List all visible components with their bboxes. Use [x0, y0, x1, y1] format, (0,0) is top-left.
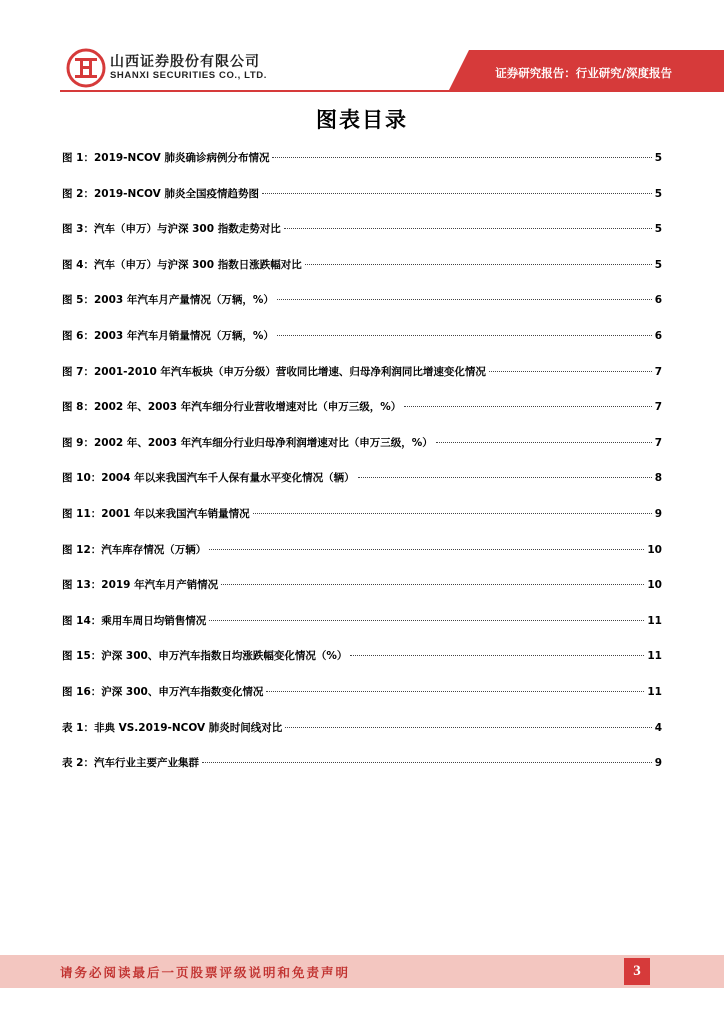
footer-disclaimer: 请务必阅读最后一页股票评级说明和免责声明 — [60, 965, 351, 980]
toc-entry-label: 图 11：2001 年以来我国汽车销量情况 — [62, 508, 250, 520]
toc-entry-page: 5 — [654, 258, 662, 271]
toc-leader-dots — [350, 655, 644, 656]
toc-leader-dots — [285, 727, 651, 728]
toc-entry[interactable] — [62, 506, 662, 522]
toc-entry-page: 5 — [654, 152, 662, 164]
toc-entry-label: 图 13：2019 年汽车月产销情况 — [62, 579, 219, 592]
toc-entry[interactable] — [62, 292, 662, 308]
toc-entry-label: 图 6：2003 年汽车月销量情况（万辆，%） — [62, 330, 274, 342]
company-name-en: SHANXI SECURITIES CO., LTD. — [110, 70, 267, 81]
toc-entry[interactable] — [62, 613, 662, 629]
toc-entry-page: 5 — [654, 187, 662, 200]
toc-entry-label: 图 8：2002 年、2003 年汽车细分行业营收增速对比（申万三级，%） — [62, 401, 402, 414]
toc-leader-dots — [284, 228, 652, 229]
toc-leader-dots — [272, 157, 651, 158]
toc-entry-page: 8 — [654, 472, 662, 485]
toc-leader-dots — [436, 442, 652, 443]
toc-leader-dots — [202, 762, 652, 763]
toc-entry[interactable] — [62, 720, 662, 736]
toc-entry[interactable] — [62, 577, 662, 593]
toc-entry-page: 11 — [647, 650, 662, 663]
toc-entry[interactable] — [62, 328, 662, 344]
toc-leader-dots — [277, 299, 652, 300]
toc-leader-dots — [277, 335, 652, 336]
toc-entry[interactable] — [62, 364, 662, 380]
toc-entry[interactable] — [62, 755, 662, 771]
toc-entry-label: 图 14：乘用车周日均销售情况 — [62, 614, 207, 627]
toc-entry[interactable] — [62, 221, 662, 237]
toc-entry-page: 7 — [654, 365, 662, 378]
toc-leader-dots — [209, 549, 644, 550]
toc-entry[interactable] — [62, 542, 662, 558]
company-name-cn: 山西证券股份有限公司 — [110, 54, 260, 70]
toc-entry-label: 图 5：2003 年汽车月产量情况（万辆，%） — [62, 294, 274, 307]
toc-entry-label: 表 2：汽车行业主要产业集群 — [62, 757, 199, 770]
toc-entry-label: 表 1：非典 VS.2019-NCOV 肺炎时间线对比 — [62, 721, 283, 734]
toc-entry-page: 4 — [654, 721, 662, 734]
toc-entry-label: 图 10：2004 年以来我国汽车千人保有量水平变化情况（辆） — [62, 472, 355, 485]
toc-leader-dots — [489, 371, 652, 372]
toc-entry-page: 5 — [654, 223, 662, 236]
toc-entry[interactable] — [62, 648, 662, 664]
toc-entry-page: 11 — [647, 686, 662, 698]
toc-entry[interactable] — [62, 186, 662, 202]
toc-leader-dots — [262, 193, 652, 194]
page-number: 3 — [624, 958, 650, 985]
toc-entry-label: 图 12：汽车库存情况（万辆） — [62, 543, 207, 556]
toc-entry-page: 6 — [654, 294, 662, 307]
toc-entry-label: 图 3：汽车（申万）与沪深 300 指数走势对比 — [62, 223, 281, 236]
toc-entry-label: 图 16：沪深 300、申万汽车指数变化情况 — [62, 686, 264, 698]
toc-entry-page: 7 — [654, 401, 662, 414]
toc-entry-label: 图 15：沪深 300、申万汽车指数日均涨跌幅变化情况（%） — [62, 650, 348, 663]
toc-entry-page: 9 — [654, 508, 662, 520]
toc-entry-label: 图 4：汽车（申万）与沪深 300 指数日涨跌幅对比 — [62, 258, 302, 271]
toc-entry-label: 图 2：2019-NCOV 肺炎全国疫情趋势图 — [62, 187, 259, 200]
toc-leader-dots — [305, 264, 652, 265]
toc-entry-page: 7 — [654, 436, 662, 449]
toc-leader-dots — [266, 691, 644, 692]
page-title: 图表目录 — [316, 108, 408, 132]
header-divider — [60, 90, 724, 92]
toc-entry-label: 图 7：2001-2010 年汽车板块（申万分级）营收同比增速、归母净利润同比增速变化情况 — [62, 365, 486, 378]
page-header — [0, 0, 724, 100]
shanxi-securities-logo-icon — [66, 48, 106, 88]
toc-entry-label: 图 1：2019-NCOV 肺炎确诊病例分布情况 — [62, 152, 270, 164]
toc-entry-page: 9 — [654, 757, 662, 770]
report-type-label: 证券研究报告：行业研究/深度报告 — [495, 66, 672, 80]
toc-leader-dots — [358, 477, 652, 478]
toc-entry[interactable] — [62, 470, 662, 486]
toc-entry-page: 11 — [647, 614, 662, 627]
toc-entry[interactable] — [62, 435, 662, 451]
toc-entry[interactable] — [62, 150, 662, 166]
toc-entry-label: 图 9：2002 年、2003 年汽车细分行业归母净利润增速对比（申万三级，%） — [62, 436, 433, 449]
toc-entry[interactable] — [62, 257, 662, 273]
toc-leader-dots — [221, 584, 644, 585]
toc-entry-page: 6 — [654, 330, 662, 342]
toc-leader-dots — [209, 620, 644, 621]
toc-entry-page: 10 — [647, 579, 662, 592]
toc-entry-page: 10 — [647, 543, 662, 556]
toc-leader-dots — [404, 406, 651, 407]
toc-entry[interactable] — [62, 399, 662, 415]
toc-entry[interactable] — [62, 684, 662, 700]
toc-leader-dots — [253, 513, 652, 514]
